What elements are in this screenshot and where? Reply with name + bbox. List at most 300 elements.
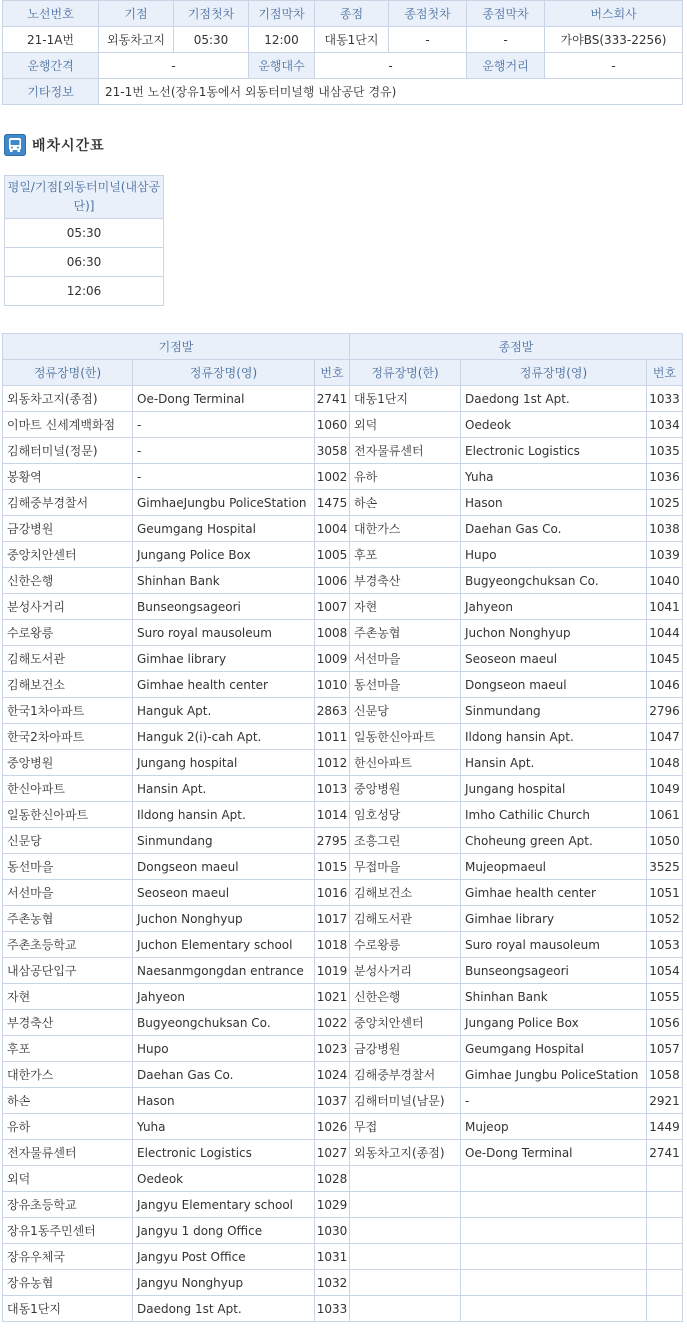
origin-first-bus: 05:30 — [174, 27, 249, 53]
start-stop-name-korean: 김해중부경찰서 — [3, 490, 133, 516]
end-stop-name-korean: 일동한신아파트 — [350, 724, 461, 750]
start-stop-name-korean: 장유1동주민센터 — [3, 1218, 133, 1244]
start-stop-name-korean: 대동1단지 — [3, 1296, 133, 1322]
schedule-title: 배차시간표 — [32, 138, 105, 154]
interval-value: - — [99, 53, 249, 79]
end-stop-name-english — [461, 1166, 647, 1192]
stop-row — [3, 386, 683, 412]
end-stop-name-english — [461, 1218, 647, 1244]
end-stop-name-korean: 외덕 — [350, 412, 461, 438]
end-stop-name-korean: 대동1단지 — [350, 386, 461, 412]
end-stop-name-english: Oe-Dong Terminal — [461, 1140, 647, 1166]
end-stop-name-english: - — [461, 1088, 647, 1114]
end-stop-number: 1057 — [647, 1036, 683, 1062]
end-stop-number — [647, 1270, 683, 1296]
start-stop-number: 1033 — [315, 1296, 350, 1322]
end-stop-name-korean: 무접마을 — [350, 854, 461, 880]
origin-last-bus-header: 기점막차 — [249, 1, 315, 27]
end-stop-name-english: Shinhan Bank — [461, 984, 647, 1010]
start-stop-name-korean: 내삼공단입구 — [3, 958, 133, 984]
start-stop-name-english: - — [133, 464, 315, 490]
end-stop-number: 1056 — [647, 1010, 683, 1036]
stop-row — [3, 1036, 683, 1062]
start-stop-number: 1060 — [315, 412, 350, 438]
start-stop-name-english: Bunseongsageori — [133, 594, 315, 620]
end-stop-number: 2921 — [647, 1088, 683, 1114]
end-stop-name-english: Juchon Nonghyup — [461, 620, 647, 646]
origin-first-bus-header: 기점첫차 — [174, 1, 249, 27]
start-stop-name-english: Shinhan Bank — [133, 568, 315, 594]
departure-time: 06:30 — [5, 248, 164, 277]
etc-value: 21-1번 노선(장유1동에서 외동터미널행 내삼공단 경유) — [99, 79, 683, 105]
start-stop-name-korean: 중앙치안센터 — [3, 542, 133, 568]
end-stop-name-korean: 신문당 — [350, 698, 461, 724]
end-stop-name-korean: 외동차고지(종점) — [350, 1140, 461, 1166]
start-stop-name-english: Daedong 1st Apt. — [133, 1296, 315, 1322]
stop-row — [3, 984, 683, 1010]
start-stop-number: 1021 — [315, 984, 350, 1010]
stops-body — [3, 386, 683, 1322]
etc-label: 기타정보 — [3, 79, 99, 105]
stops-column-row — [3, 360, 683, 386]
end-stop-name-english — [461, 1192, 647, 1218]
start-stop-number: 2863 — [315, 698, 350, 724]
end-stop-number: 2796 — [647, 698, 683, 724]
start-stop-name-english: Geumgang Hospital — [133, 516, 315, 542]
end-stop-name-english: Hupo — [461, 542, 647, 568]
interval-label: 운행간격 — [3, 53, 99, 79]
start-stop-name-english: - — [133, 438, 315, 464]
start-stop-name-korean: 서선마을 — [3, 880, 133, 906]
stop-row — [3, 724, 683, 750]
stop-row — [3, 698, 683, 724]
stop-row — [3, 1140, 683, 1166]
start-stop-name-english: Yuha — [133, 1114, 315, 1140]
start-stop-name-korean: 신한은행 — [3, 568, 133, 594]
route-number-header: 노선번호 — [3, 1, 99, 27]
stop-row — [3, 1192, 683, 1218]
start-stop-number: 1002 — [315, 464, 350, 490]
start-stop-name-korean: 전자물류센터 — [3, 1140, 133, 1166]
end-stop-number: 1054 — [647, 958, 683, 984]
origin-header: 기점 — [99, 1, 174, 27]
end-stop-number: 1048 — [647, 750, 683, 776]
start-stop-name-english: Gimhae health center — [133, 672, 315, 698]
end-stop-name-korean: 김해중부경찰서 — [350, 1062, 461, 1088]
end-stop-name-english: Seoseon maeul — [461, 646, 647, 672]
end-stop-name-english: Jungang hospital — [461, 776, 647, 802]
start-stop-name-korean: 김해보건소 — [3, 672, 133, 698]
end-stop-name-korean: 중앙치안센터 — [350, 1010, 461, 1036]
route-etc-row — [3, 79, 683, 105]
start-stop-number: 1027 — [315, 1140, 350, 1166]
end-stop-name-english: Mujeop — [461, 1114, 647, 1140]
end-stop-name-english: Bunseongsageori — [461, 958, 647, 984]
end-stop-name-korean: 동선마을 — [350, 672, 461, 698]
start-stop-name-korean: 한국2차아파트 — [3, 724, 133, 750]
start-stop-name-korean: 장유농협 — [3, 1270, 133, 1296]
end-stop-name-korean: 한신아파트 — [350, 750, 461, 776]
start-stop-number: 1475 — [315, 490, 350, 516]
end-stop-name-korean: 전자물류센터 — [350, 438, 461, 464]
bus-count-value: - — [315, 53, 467, 79]
start-stop-name-english: Hanguk 2(i)-cah Apt. — [133, 724, 315, 750]
end-stop-number: 1047 — [647, 724, 683, 750]
end-stop-number: 1036 — [647, 464, 683, 490]
start-stop-name-english: Gimhae library — [133, 646, 315, 672]
start-stop-number: 1017 — [315, 906, 350, 932]
start-stop-name-english: Dongseon maeul — [133, 854, 315, 880]
start-stop-number: 1004 — [315, 516, 350, 542]
start-stop-name-korean: 동선마을 — [3, 854, 133, 880]
stop-row — [3, 1218, 683, 1244]
start-stop-name-english: Daehan Gas Co. — [133, 1062, 315, 1088]
start-stop-name-korean: 유하 — [3, 1114, 133, 1140]
end-stop-number: 1055 — [647, 984, 683, 1010]
end-stop-name-english — [461, 1296, 647, 1322]
stop-row — [3, 750, 683, 776]
stops-table — [2, 333, 683, 1322]
end-stop-name-english: Gimhae library — [461, 906, 647, 932]
start-stop-name-korean: 장유우체국 — [3, 1244, 133, 1270]
terminus-last-bus: - — [467, 27, 545, 53]
start-stop-number: 1005 — [315, 542, 350, 568]
end-stop-name-korean: 부경축산 — [350, 568, 461, 594]
route-operation-row — [3, 53, 683, 79]
col-stop-number: 번호 — [647, 360, 683, 386]
end-stop-number — [647, 1244, 683, 1270]
terminus-first-bus: - — [389, 27, 467, 53]
stop-row — [3, 958, 683, 984]
end-stop-number: 1025 — [647, 490, 683, 516]
start-stop-number: 1023 — [315, 1036, 350, 1062]
start-stop-name-korean: 부경축산 — [3, 1010, 133, 1036]
stop-row — [3, 646, 683, 672]
start-stop-number: 1008 — [315, 620, 350, 646]
start-stop-name-korean: 주촌농협 — [3, 906, 133, 932]
start-stop-name-korean: 이마트 신세계백화점 — [3, 412, 133, 438]
end-stop-number: 1045 — [647, 646, 683, 672]
end-stop-number: 1046 — [647, 672, 683, 698]
start-stop-name-korean: 한국1차아파트 — [3, 698, 133, 724]
end-stop-number — [647, 1192, 683, 1218]
end-stop-name-korean: 주촌농협 — [350, 620, 461, 646]
stop-row — [3, 880, 683, 906]
start-stop-number: 1010 — [315, 672, 350, 698]
route-info-header-row — [3, 1, 683, 27]
end-stop-name-english: Dongseon maeul — [461, 672, 647, 698]
start-stop-name-english: Sinmundang — [133, 828, 315, 854]
start-stop-name-english: Bugyeongchuksan Co. — [133, 1010, 315, 1036]
end-stop-name-korean: 임호성당 — [350, 802, 461, 828]
end-stop-name-english: Yuha — [461, 464, 647, 490]
end-stop-name-korean: 중앙병원 — [350, 776, 461, 802]
start-stop-name-english: Hason — [133, 1088, 315, 1114]
start-stop-name-korean: 주촌초등학교 — [3, 932, 133, 958]
end-stop-number: 1051 — [647, 880, 683, 906]
start-stop-name-korean: 한신아파트 — [3, 776, 133, 802]
end-stop-name-english — [461, 1244, 647, 1270]
departure-time: 12:06 — [5, 277, 164, 306]
end-stop-number: 1041 — [647, 594, 683, 620]
stop-row — [3, 542, 683, 568]
start-stop-name-english: Oe-Dong Terminal — [133, 386, 315, 412]
route-info-value-row — [3, 27, 683, 53]
start-stop-number: 1006 — [315, 568, 350, 594]
end-stop-name-korean — [350, 1192, 461, 1218]
end-stop-name-english: Hansin Apt. — [461, 750, 647, 776]
start-stop-number: 1030 — [315, 1218, 350, 1244]
start-stop-name-english: Oedeok — [133, 1166, 315, 1192]
end-stop-number: 1038 — [647, 516, 683, 542]
end-stop-name-english: Sinmundang — [461, 698, 647, 724]
end-stop-name-korean: 분성사거리 — [350, 958, 461, 984]
start-stop-name-korean: 일동한신아파트 — [3, 802, 133, 828]
start-stop-name-english: Suro royal mausoleum — [133, 620, 315, 646]
stop-row — [3, 1270, 683, 1296]
start-stop-name-korean: 대한가스 — [3, 1062, 133, 1088]
bus-company: 가야BS(333-2256) — [545, 27, 683, 53]
end-stop-number: 1052 — [647, 906, 683, 932]
stop-row — [3, 1114, 683, 1140]
end-stop-name-korean: 후포 — [350, 542, 461, 568]
start-stop-name-english: Jangyu Elementary school — [133, 1192, 315, 1218]
stop-row — [3, 1296, 683, 1322]
stop-row — [3, 1166, 683, 1192]
end-stop-name-korean: 김해보건소 — [350, 880, 461, 906]
end-stop-name-english: Hason — [461, 490, 647, 516]
end-stop-number: 1058 — [647, 1062, 683, 1088]
end-stop-name-english: Ildong hansin Apt. — [461, 724, 647, 750]
end-stop-name-korean: 김해도서관 — [350, 906, 461, 932]
start-stop-name-korean: 수로왕릉 — [3, 620, 133, 646]
start-stop-name-korean: 하손 — [3, 1088, 133, 1114]
start-stop-number: 1031 — [315, 1244, 350, 1270]
end-stop-name-korean: 신한은행 — [350, 984, 461, 1010]
col-stop-name-english: 정류장명(영) — [461, 360, 647, 386]
end-stop-name-english: Choheung green Apt. — [461, 828, 647, 854]
end-stop-name-korean — [350, 1218, 461, 1244]
col-stop-name-korean: 정류장명(한) — [350, 360, 461, 386]
end-stop-name-english: Electronic Logistics — [461, 438, 647, 464]
start-stop-name-english: Hupo — [133, 1036, 315, 1062]
start-stop-number: 1007 — [315, 594, 350, 620]
start-stop-name-korean: 봉황역 — [3, 464, 133, 490]
end-stop-name-korean — [350, 1166, 461, 1192]
start-stop-number: 1037 — [315, 1088, 350, 1114]
stop-row — [3, 1244, 683, 1270]
terminus-departure-header: 종점발 — [350, 334, 683, 360]
start-stop-name-english: Jangyu Post Office — [133, 1244, 315, 1270]
end-stop-name-korean — [350, 1296, 461, 1322]
col-stop-name-english: 정류장명(영) — [133, 360, 315, 386]
start-stop-name-english: Juchon Nonghyup — [133, 906, 315, 932]
distance-label: 운행거리 — [467, 53, 545, 79]
stops-group-row — [3, 334, 683, 360]
bus-company-header: 버스회사 — [545, 1, 683, 27]
start-stop-name-korean: 김해터미널(정문) — [3, 438, 133, 464]
end-stop-name-english: Gimhae health center — [461, 880, 647, 906]
end-stop-name-korean: 수로왕릉 — [350, 932, 461, 958]
end-stop-name-korean: 대한가스 — [350, 516, 461, 542]
end-stop-name-english: Daehan Gas Co. — [461, 516, 647, 542]
start-stop-number: 1014 — [315, 802, 350, 828]
stop-row — [3, 490, 683, 516]
stop-row — [3, 932, 683, 958]
stop-row — [3, 828, 683, 854]
end-stop-name-korean: 조흥그린 — [350, 828, 461, 854]
end-stop-number — [647, 1166, 683, 1192]
stop-row — [3, 1088, 683, 1114]
start-stop-name-english: Jahyeon — [133, 984, 315, 1010]
end-stop-name-korean: 금강병원 — [350, 1036, 461, 1062]
bus-icon — [4, 134, 26, 156]
end-stop-number — [647, 1218, 683, 1244]
col-stop-number: 번호 — [315, 360, 350, 386]
stop-row — [3, 620, 683, 646]
end-stop-name-english: Jungang Police Box — [461, 1010, 647, 1036]
stop-row — [3, 906, 683, 932]
schedule-heading — [4, 133, 105, 157]
end-stop-number: 3525 — [647, 854, 683, 880]
end-stop-name-english: Geumgang Hospital — [461, 1036, 647, 1062]
start-stop-number: 1009 — [315, 646, 350, 672]
start-stop-name-korean: 후포 — [3, 1036, 133, 1062]
start-stop-name-korean: 장유초등학교 — [3, 1192, 133, 1218]
end-stop-name-korean: 무접 — [350, 1114, 461, 1140]
stop-row — [3, 672, 683, 698]
start-stop-name-english: Seoseon maeul — [133, 880, 315, 906]
start-stop-number: 2795 — [315, 828, 350, 854]
end-stop-number: 1049 — [647, 776, 683, 802]
distance-value: - — [545, 53, 683, 79]
stop-row — [3, 568, 683, 594]
start-stop-name-korean: 중앙병원 — [3, 750, 133, 776]
end-stop-number: 1050 — [647, 828, 683, 854]
end-stop-number: 1044 — [647, 620, 683, 646]
end-stop-number: 1040 — [647, 568, 683, 594]
end-stop-name-korean: 자현 — [350, 594, 461, 620]
start-stop-number: 1015 — [315, 854, 350, 880]
start-stop-name-english: Jangyu 1 dong Office — [133, 1218, 315, 1244]
end-stop-number: 1039 — [647, 542, 683, 568]
stop-row — [3, 776, 683, 802]
terminus-header: 종점 — [315, 1, 389, 27]
start-stop-number: 1026 — [315, 1114, 350, 1140]
start-stop-name-korean: 김해도서관 — [3, 646, 133, 672]
stop-row — [3, 1062, 683, 1088]
end-stop-name-english: Oedeok — [461, 412, 647, 438]
start-stop-number: 1016 — [315, 880, 350, 906]
stop-row — [3, 802, 683, 828]
start-stop-name-korean: 금강병원 — [3, 516, 133, 542]
start-stop-name-korean: 신문당 — [3, 828, 133, 854]
end-stop-name-english — [461, 1270, 647, 1296]
end-stop-number: 1449 — [647, 1114, 683, 1140]
start-stop-number: 2741 — [315, 386, 350, 412]
start-stop-number: 1024 — [315, 1062, 350, 1088]
start-stop-number: 1022 — [315, 1010, 350, 1036]
departure-time-table — [4, 175, 164, 306]
route-info-table — [2, 0, 683, 105]
end-stop-number: 1033 — [647, 386, 683, 412]
departure-time: 05:30 — [5, 219, 164, 248]
origin-departure-header: 기점발 — [3, 334, 350, 360]
start-stop-number: 1018 — [315, 932, 350, 958]
end-stop-number: 1034 — [647, 412, 683, 438]
stop-row — [3, 464, 683, 490]
start-stop-number: 1028 — [315, 1166, 350, 1192]
end-stop-name-korean: 김해터미널(남문) — [350, 1088, 461, 1114]
end-stop-name-english: Imho Cathilic Church — [461, 802, 647, 828]
start-stop-number: 1013 — [315, 776, 350, 802]
start-stop-name-english: Juchon Elementary school — [133, 932, 315, 958]
start-stop-name-korean: 자현 — [3, 984, 133, 1010]
end-stop-name-english: Daedong 1st Apt. — [461, 386, 647, 412]
bus-count-label: 운행대수 — [249, 53, 315, 79]
route-number: 21-1A번 — [3, 27, 99, 53]
start-stop-name-korean: 분성사거리 — [3, 594, 133, 620]
end-stop-number: 2741 — [647, 1140, 683, 1166]
end-stop-number: 1035 — [647, 438, 683, 464]
end-stop-name-english: Suro royal mausoleum — [461, 932, 647, 958]
start-stop-name-english: Hansin Apt. — [133, 776, 315, 802]
end-stop-name-english: Gimhae Jungbu PoliceStation — [461, 1062, 647, 1088]
end-stop-number: 1053 — [647, 932, 683, 958]
col-stop-name-korean: 정류장명(한) — [3, 360, 133, 386]
end-stop-name-english: Jahyeon — [461, 594, 647, 620]
stop-row — [3, 854, 683, 880]
start-stop-name-english: - — [133, 412, 315, 438]
stop-row — [3, 516, 683, 542]
start-stop-name-english: Naesanmgongdan entrance — [133, 958, 315, 984]
end-stop-name-korean: 하손 — [350, 490, 461, 516]
start-stop-name-english: Jangyu Nonghyup — [133, 1270, 315, 1296]
start-stop-name-english: Hanguk Apt. — [133, 698, 315, 724]
terminus-last-bus-header: 종점막차 — [467, 1, 545, 27]
time-table-header: 평일/기점[외동터미널(내삼공단)] — [5, 176, 164, 219]
stop-row — [3, 1010, 683, 1036]
end-stop-name-korean — [350, 1244, 461, 1270]
start-stop-name-korean: 외덕 — [3, 1166, 133, 1192]
start-stop-name-english: Electronic Logistics — [133, 1140, 315, 1166]
start-stop-number: 1011 — [315, 724, 350, 750]
end-stop-name-english: Bugyeongchuksan Co. — [461, 568, 647, 594]
stop-row — [3, 594, 683, 620]
stop-row — [3, 438, 683, 464]
start-stop-number: 1012 — [315, 750, 350, 776]
end-stop-name-english: Mujeopmaeul — [461, 854, 647, 880]
end-stop-name-korean — [350, 1270, 461, 1296]
start-stop-name-english: GimhaeJungbu PoliceStation — [133, 490, 315, 516]
start-stop-number: 1032 — [315, 1270, 350, 1296]
start-stop-number: 1029 — [315, 1192, 350, 1218]
start-stop-name-english: Jungang Police Box — [133, 542, 315, 568]
end-stop-number: 1061 — [647, 802, 683, 828]
terminus: 대동1단지 — [315, 27, 389, 53]
start-stop-name-english: Ildong hansin Apt. — [133, 802, 315, 828]
start-stop-number: 3058 — [315, 438, 350, 464]
end-stop-name-korean: 유하 — [350, 464, 461, 490]
terminus-first-bus-header: 종점첫차 — [389, 1, 467, 27]
start-stop-name-english: Jungang hospital — [133, 750, 315, 776]
end-stop-number — [647, 1296, 683, 1322]
start-stop-name-korean: 외동차고지(종점) — [3, 386, 133, 412]
origin-last-bus: 12:00 — [249, 27, 315, 53]
end-stop-name-korean: 서선마을 — [350, 646, 461, 672]
start-stop-number: 1019 — [315, 958, 350, 984]
origin: 외동차고지 — [99, 27, 174, 53]
